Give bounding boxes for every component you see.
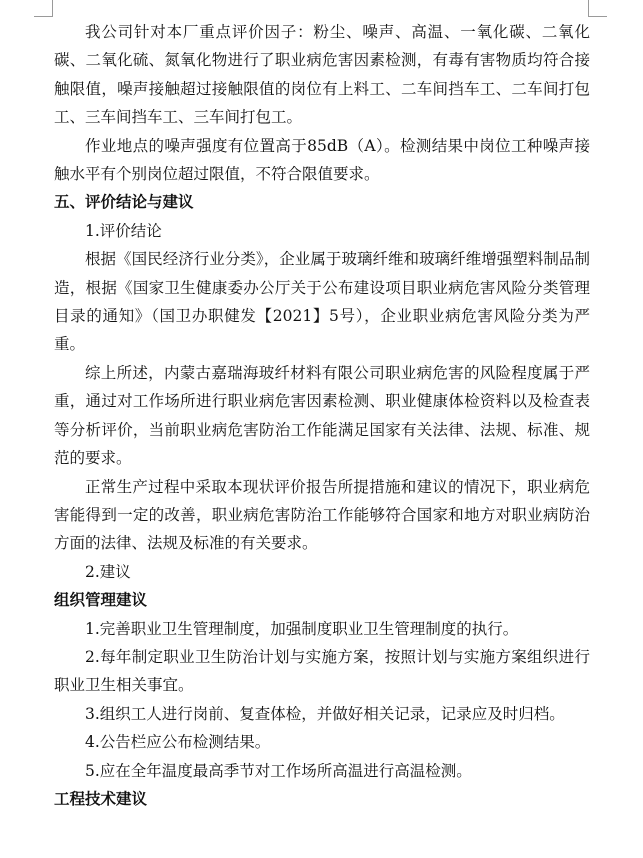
paragraph: 正常生产过程中采取本现状评价报告所提措施和建议的情况下，职业病危害能得到一定的改善，职业病危害防治工作能够符合国家和地方对职业病防治方面的法律、法规及标准的有关要求。 xyxy=(54,477,590,553)
margin-mark-top-right xyxy=(588,0,607,17)
paragraph: 作业地点的噪声强度有位置高于85dB（A）。检测结果中岗位工种噪声接触水平有个别岗位超过限值，不符合限值要求。 xyxy=(54,136,590,184)
paragraph: 1.评价结论 xyxy=(85,221,162,240)
paragraph: 3.组织工人进行岗前、复查体检，并做好相关记录，记录应及时归档。 xyxy=(85,704,565,723)
section-heading: 五、评价结论与建议 xyxy=(54,193,194,212)
paragraph: 我公司针对本厂重点评价因子：粉尘、噪声、高温、一氧化碳、二氧化碳、二氧化硫、氮氧化物进行了职业病危害因素检测，有毒有害物质均符合接触限值，噪声接触超过接触限值的岗位有上料工、二车间挡车工、二车间打包工、三车间挡车工、三车间打包工。 xyxy=(54,23,590,127)
paragraph: 5.应在全年温度最高季节对工作场所高温进行高温检测。 xyxy=(85,761,472,780)
paragraph: 综上所述，内蒙古嘉瑞海玻纤材料有限公司职业病危害的风险程度属于严重，通过对工作场所进行职业病危害因素检测、职业健康体检资料以及检查表等分析评价，当前职业病危害防治工作能满足国家有关法律、法规、标准、规范的要求。 xyxy=(54,363,590,468)
paragraph: 根据《国民经济行业分类》，企业属于玻璃纤维和玻璃纤维增强塑料制品制造，根据《国家卫生健康委办公厅关于公布建设项目职业病危害风险分类管理目录的通知》（国卫办职健发【2021】5号），企业职业病危害风险分类为严重。 xyxy=(54,250,590,354)
section-heading: 组织管理建议 xyxy=(54,591,148,610)
document-body xyxy=(54,18,590,813)
paragraph: 1.完善职业卫生管理制度，加强制度职业卫生管理制度的执行。 xyxy=(85,619,519,638)
paragraph: 4.公告栏应公布检测结果。 xyxy=(85,733,271,752)
paragraph: 2.建议 xyxy=(85,562,131,581)
section-heading: 工程技术建议 xyxy=(54,789,148,808)
paragraph: 2.每年制定职业卫生防治计划与实施方案，按照计划与实施方案组织进行职业卫生相关事宜。 xyxy=(54,647,590,695)
margin-mark-top-left xyxy=(34,0,53,17)
